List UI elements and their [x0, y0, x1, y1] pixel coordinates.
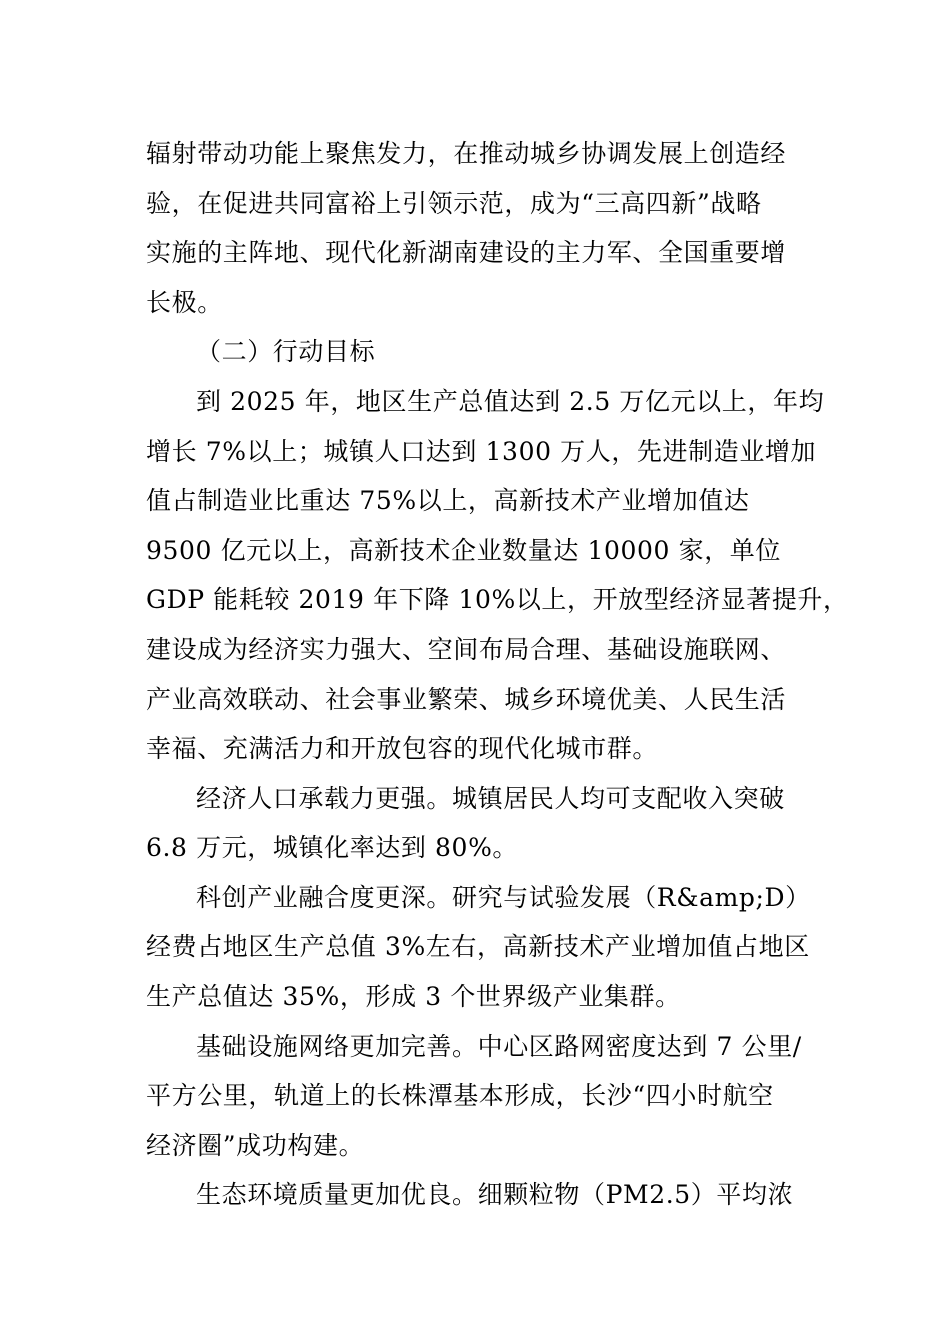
text-line: 经济人口承载力更强。城镇居民人均可支配收入突破 [196, 784, 785, 813]
text-line: 6.8 万元，城镇化率达到 80%。 [146, 833, 519, 862]
text-line: 到 2025 年，地区生产总值达到 2.5 万亿元以上，年均 [196, 387, 825, 416]
text-line: 辐射带动功能上聚焦发力，在推动城乡协调发展上创造经 [146, 139, 787, 168]
text-line: 经济圈”成功构建。 [146, 1131, 365, 1160]
text-line: 实施的主阵地、现代化新湖南建设的主力军、全国重要增 [146, 238, 787, 267]
text-line: 长极。 [146, 288, 223, 317]
text-line: 基础设施网络更加完善。中心区路网密度达到 7 公里/ [196, 1032, 802, 1061]
text-line: 生态环境质量更加优良。细颗粒物（PM2.5）平均浓 [196, 1180, 794, 1209]
text-line: 经费占地区生产总值 3%左右，高新技术产业增加值占地区 [146, 932, 810, 961]
text-line: 验，在促进共同富裕上引领示范，成为“三高四新”战略 [146, 189, 762, 218]
text-line: 增长 7%以上；城镇人口达到 1300 万人，先进制造业增加 [146, 437, 817, 466]
text-line: GDP 能耗较 2019 年下降 10%以上，开放型经济显著提升， [146, 585, 849, 614]
text-line: 9500 亿元以上，高新技术企业数量达 10000 家，单位 [146, 536, 781, 565]
section-heading: （二）行动目标 [196, 337, 376, 366]
text-line: 产业高效联动、社会事业繁荣、城乡环境优美、人民生活 [146, 685, 787, 714]
text-line: 值占制造业比重达 75%以上，高新技术产业增加值达 [146, 486, 750, 515]
text-line: 平方公里，轨道上的长株潭基本形成，长沙“四小时航空 [146, 1081, 774, 1110]
text-line: 幸福、充满活力和开放包容的现代化城市群。 [146, 734, 659, 763]
text-line: 建设成为经济实力强大、空间布局合理、基础设施联网、 [146, 635, 787, 664]
text-line: 生产总值达 35%，形成 3 个世界级产业集群。 [146, 982, 681, 1011]
text-line: 科创产业融合度更深。研究与试验发展（R&amp;D） [196, 883, 811, 912]
